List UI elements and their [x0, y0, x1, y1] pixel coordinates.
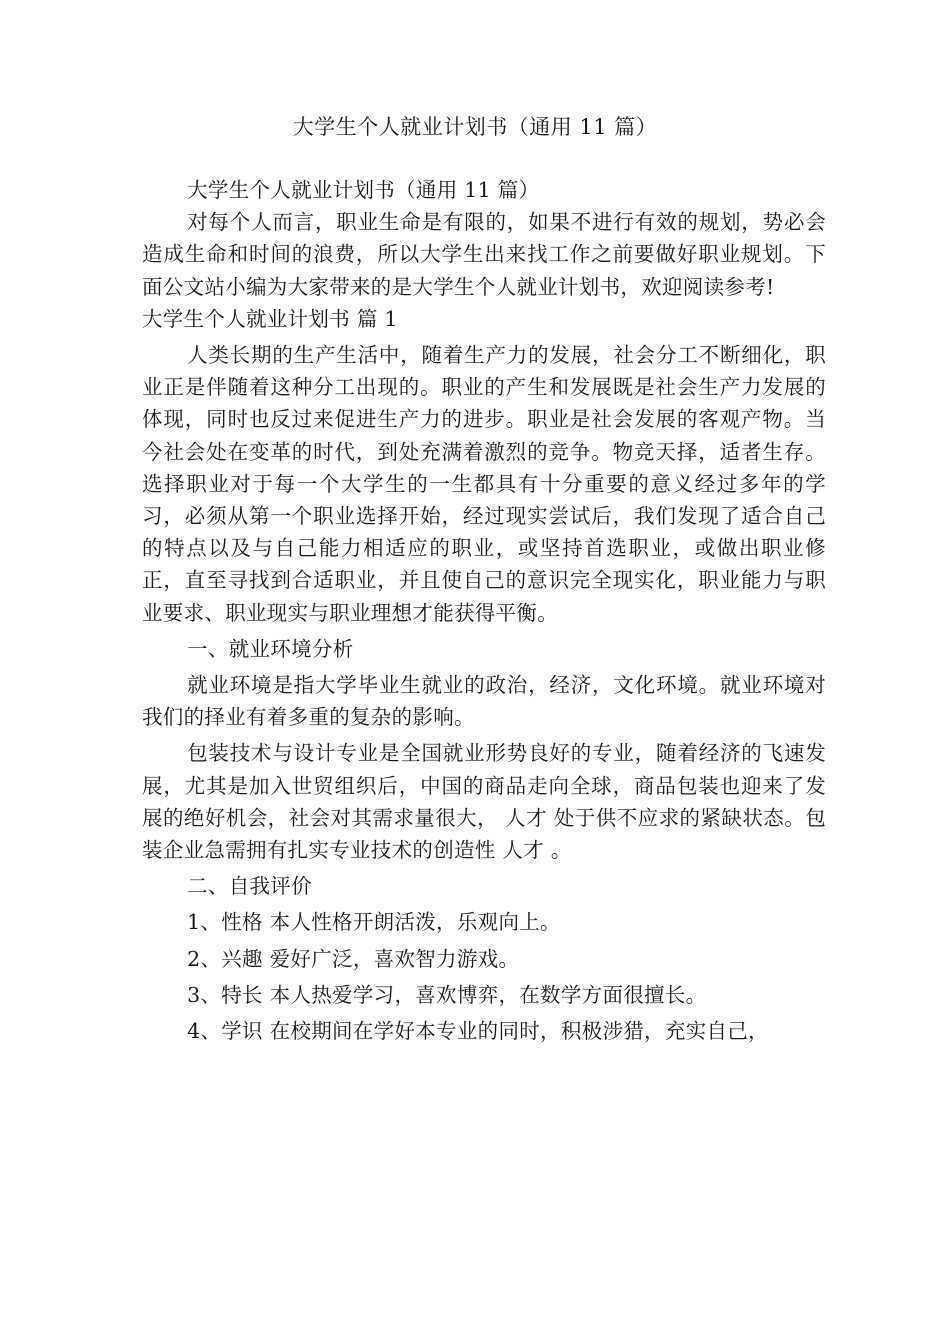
- section-heading-part1: 大学生个人就业计划书 篇 1: [142, 306, 398, 331]
- section-heading-employment-environment: 一、就业环境分析: [187, 636, 354, 661]
- intro-paragraph: 对每个人而言，职业生命是有限的，如果不进行有效的规划，势必会造成生命和时间的浪费，所以大学生出来找工作之前要做好职业规划。下面公文站小编为大家带来的是大学生个人就业计划书，欢迎阅读参考!: [142, 210, 826, 299]
- list-item: 4、学识 在校期间在学好本专业的同时，积极涉猎，充实自己，: [187, 1019, 769, 1044]
- subtitle-paragraph: 大学生个人就业计划书（通用 11 篇）: [187, 178, 540, 202]
- list-item: 1、性格 本人性格开朗活泼，乐观向上。: [187, 910, 561, 935]
- list-item: 2、兴趣 爱好广泛，喜欢智力游戏。: [187, 946, 520, 971]
- list-item: 3、特长 本人热爱学习，喜欢博弈，在数学方面很擅长。: [187, 982, 707, 1007]
- body-paragraph: 人类长期的生产生活中，随着生产力的发展，社会分工不断细化，职业正是伴随着这种分工出现的。职业的产生和发展既是社会生产力发展的体现，同时也反过来促进生产力的进步。职业是社会发展的客观产物。当今社会处在变革的时代，到处充满着激烈的竞争。物竞天择，适者生存。选择职业对于每一个大学生的一生都具有十分重要的意义经过多年的学习，必须从第一个职业选择开始，经过现实尝试后，我们发现了适合自己的特点以及与自己能力相适应的职业，或坚持首选职业，或做出职业修正，直至寻找到合适职业，并且使自己的意识完全现实化，职业能力与职业要求、职业现实与职业理想才能获得平衡。: [142, 343, 826, 625]
- document-body: [142, 174, 826, 1047]
- section-heading-self-evaluation: 二、自我评价: [187, 874, 312, 899]
- body-paragraph: 就业环境是指大学毕业生就业的政治，经济，文化环境。就业环境对我们的择业有着多重的复杂的影响。: [142, 673, 826, 730]
- document-title: 大学生个人就业计划书（通用 11 篇）: [292, 115, 658, 139]
- body-paragraph: 包装技术与设计专业是全国就业形势良好的专业，随着经济的飞速发展，尤其是加入世贸组织后，中国的商品走向全球，商品包装也迎来了发展的绝好机会，社会对其需求量很大， 人才 处于供不应求的紧缺状态。包装企业急需拥有扎实专业技术的创造性 人才 。: [142, 741, 826, 863]
